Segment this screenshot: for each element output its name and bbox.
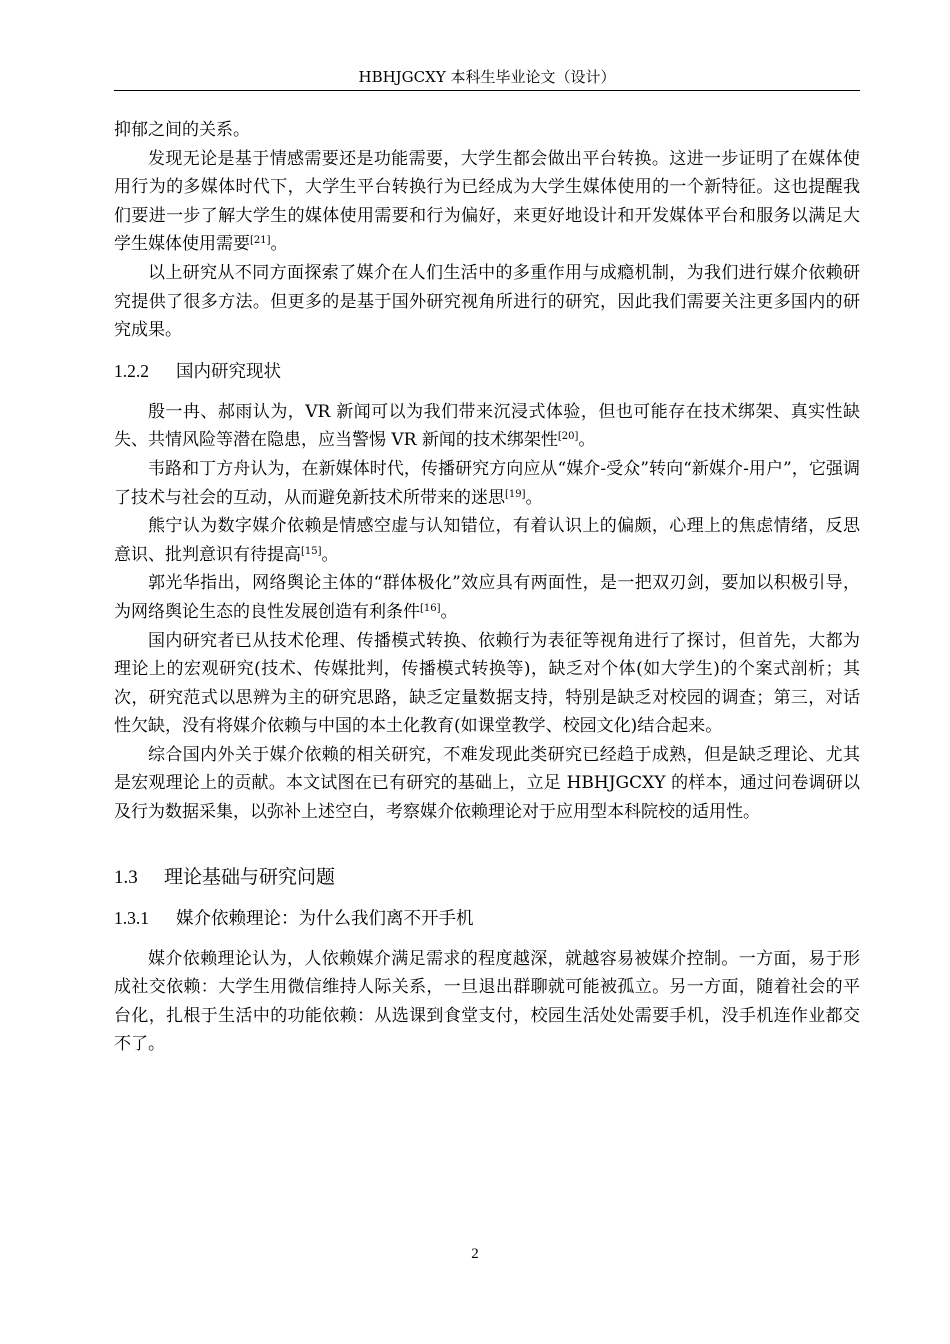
- paragraph: 国内研究者已从技术伦理、传播模式转换、依赖行为表征等视角进行了探讨，但首先，大都为理论上的宏观研究(技术、传媒批判，传播模式转换等)，缺乏对个体(如大学生)的个案式剖析；其次，研究范式以思辨为主的研究思路，缺乏定量数据支持，特别是缺乏对校园的调查；第三，对话性欠缺，没有将媒介依赖与中国的本土化教育(如课堂教学、校园文化)结合起来。: [114, 630, 860, 737]
- citation: [20]: [557, 431, 579, 443]
- paragraph: 媒介依赖理论认为，人依赖媒介满足需求的程度越深，就越容易被媒介控制。一方面，易于形成社交依赖：大学生用微信维持人际关系，一旦退出群聊就可能被孤立。另一方面，随着社会的平台化，扎根于生活中的功能依赖：从选课到食堂支付，校园生活处处需要手机，没手机连作业都交不了。: [114, 948, 860, 1055]
- page-number: 2: [471, 1246, 479, 1262]
- page-body: [114, 116, 860, 1059]
- section-heading-1-2-2: 1.2.2 国内研究现状: [114, 360, 281, 382]
- paragraph: 发现无论是基于情感需要还是功能需要，大学生都会做出平台转换。这进一步证明了在媒体使用行为的多媒体时代下，大学生平台转换行为已经成为大学生媒体使用的一个新特征。这也提醒我们要进一步了解大学生的媒体使用需要和行为偏好，来更好地设计和开发媒体平台和服务以满足大学生媒体使用需要[21]。: [114, 148, 860, 255]
- paragraph: 综合国内外关于媒介依赖的相关研究，不难发现此类研究已经趋于成熟，但是缺乏理论、尤其是宏观理论上的贡献。本文试图在已有研究的基础上，立足 HBHJGCXY 的样本，通过问卷调研以及行为数据采集，以弥补上述空白，考察媒介依赖理论对于应用型本科院校的适用性。: [114, 744, 860, 823]
- paragraph: 殷一冉、郝雨认为，VR 新闻可以为我们带来沉浸式体验，但也可能存在技术绑架、真实性缺失、共情风险等潜在隐患，应当警惕 VR 新闻的技术绑架性[20]。: [114, 401, 860, 451]
- citation: [21]: [250, 235, 271, 247]
- paragraph: 以上研究从不同方面探索了媒介在人们生活中的多重作用与成瘾机制，为我们进行媒介依赖研究提供了很多方法。但更多的是基于国外研究视角所进行的研究，因此我们需要关注更多国内的研究成果。: [114, 262, 860, 341]
- citation: [15]: [301, 545, 322, 557]
- paragraph: 熊宁认为数字媒介依赖是情感空虚与认知错位，有着认识上的偏颇，心理上的焦虑情绪，反思意识、批判意识有待提高[15]。: [114, 516, 860, 565]
- section-heading-1-3-1: 1.3.1 媒介依赖理论：为什么我们离不开手机: [114, 907, 474, 929]
- citation: [19]: [505, 488, 526, 500]
- section-heading-1-3: 1.3 理论基础与研究问题: [114, 865, 336, 888]
- paragraph: 郭光华指出，网络舆论主体的“群体极化”效应具有两面性，是一把双刃剑，要加以积极引导，为网络舆论生态的良性发展创造有利条件[16]。: [114, 573, 860, 622]
- paragraph: 抑郁之间的关系。: [114, 120, 250, 140]
- citation: [16]: [420, 602, 441, 614]
- header-title: HBHJGCXY 本科生毕业论文（设计）: [358, 68, 616, 86]
- page-header: [114, 66, 860, 91]
- paragraph: 韦路和丁方舟认为，在新媒体时代，传播研究方向应从“媒介-受众”转向“新媒介-用户”，它强调了技术与社会的互动，从而避免新技术所带来的迷思[19]。: [114, 458, 860, 508]
